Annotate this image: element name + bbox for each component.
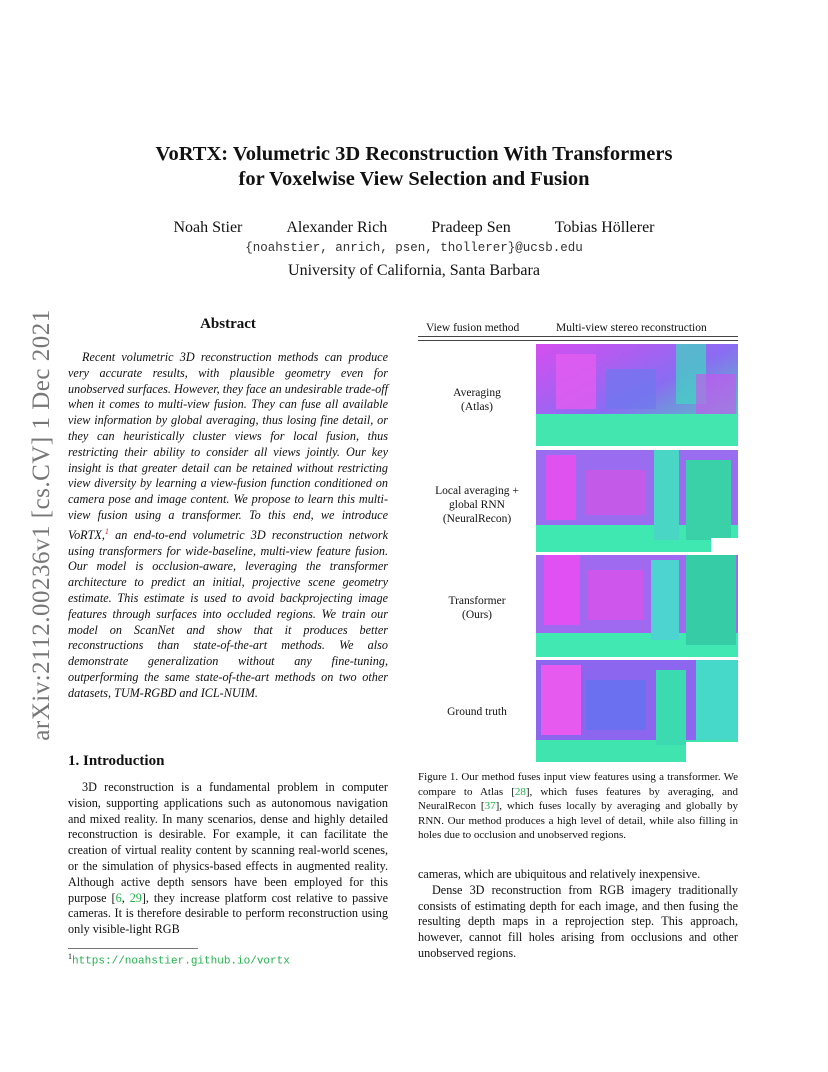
intro-text-end: ], they increase platform cost relative to passive cameras. It is therefore desirable to perform reconstruction using only visible-light RGB [68, 890, 388, 937]
figure-row-label: Transformer (Ours) [448, 595, 506, 621]
right-column-text [418, 867, 738, 962]
figure-row-label: Ground truth [447, 706, 507, 718]
footnote-mark: 1 [68, 952, 72, 961]
citation-link[interactable]: 28 [514, 785, 526, 798]
reconstruction-image-ours [536, 555, 738, 657]
arxiv-stamp [30, 290, 54, 760]
paragraph: Dense 3D reconstruction from RGB imagery traditionally consists of estimating depth for each image, and then fusing the resulting depth maps in a reprojection step. This approach, however, cannot fill holes arising from occlusions and other unobserved regions. [418, 882, 738, 960]
footnote-url[interactable]: https://noahstier.github.io/vortx [72, 955, 290, 968]
arxiv-id: arXiv:2112.00236v1 [cs.CV] 1 Dec 2021 [28, 309, 55, 741]
footnote-rule [68, 948, 198, 949]
title-line-2: for Voxelwise View Selection and Fusion [238, 168, 590, 190]
author: Alexander Rich [286, 219, 388, 236]
section-heading: 1. Introduction [68, 753, 165, 769]
author-emails: {noahstier, anrich, psen, thollerer}@ucsb.edu [245, 241, 583, 255]
citation-link[interactable]: 29 [129, 890, 142, 905]
institution: University of California, Santa Barbara [288, 262, 540, 279]
figure-row-label: Averaging (Atlas) [453, 387, 501, 413]
footnote-ref[interactable]: 1 [104, 526, 109, 536]
paragraph: cameras, which are ubiquitous and relatively inexpensive. [418, 867, 701, 881]
footnote [68, 952, 290, 968]
intro-paragraph [68, 780, 388, 938]
paper-title [0, 142, 828, 192]
figure-rule [418, 340, 738, 341]
figure-col-header: Multi-view stereo reconstruction [556, 322, 707, 334]
reconstruction-image-neuralrecon [536, 450, 738, 552]
author-list [0, 219, 828, 237]
abstract-heading: Abstract [200, 316, 256, 332]
figure-row-label: Local averaging + global RNN (NeuralRecon) [435, 485, 519, 525]
abstract-text: Recent volumetric 3D reconstruction methods can produce very accurate results, with plausible geometry even for unobserved surfaces. However, they face an undesirable trade-off when it comes to multi-view fusion. They can fuse all available view information by global averaging, thus losing fine detail, or they can heuristically cluster views for local fusion, thus restricting their ability to consider all views jointly. Our key insight is that greater detail can be retained without restricting view diversity by learning a view-fusion function conditioned on camera pose and image content. We propose to learn this multi-view fusion using a transformer. To this end, we introduce VoRTX, [68, 350, 388, 542]
citation-link[interactable]: 6 [115, 890, 122, 905]
abstract-body [68, 350, 388, 702]
intro-text: 3D reconstruction is a fundamental problem in computer vision, supporting applications such as autonomous navigation and mixed reality. In many scenarios, dense and highly detailed reconstruction is desirable. For example, it can facilitate the creation of virtual reality content by scanning real-world scenes, or the simulation of physics-based effects in augmented reality. Although active depth sensors have been employed for this purpose [ [68, 780, 388, 905]
author: Noah Stier [173, 219, 243, 236]
figure-col-header: View fusion method [426, 322, 520, 334]
author: Tobias Höllerer [554, 219, 655, 236]
reconstruction-image-ground-truth [536, 660, 738, 762]
intro-sep: , [121, 890, 130, 905]
abstract-text-cont: an end-to-end volumetric 3D reconstruction network using transformers for wide-baseline, multi-view feature fusion. Our model is occlusion-aware, leveraging the transformer architecture to predict an initial, projective scene geometry estimate. This estimate is used to avoid backprojecting image features through surfaces into occluded regions. We train our model on ScanNet and show that it produces better reconstructions than state-of-the-art methods. We also demonstrate generalization without any fine-tuning, outperforming the same state-of-the-art methods on two other datasets, TUM-RGBD and ICL-NUIM. [68, 527, 388, 700]
reconstruction-image-atlas [536, 344, 738, 446]
title-line-1: VoRTX: Volumetric 3D Reconstruction With Transformers [155, 143, 673, 165]
figure-caption: Figure 1. Our method fuses input view features using a transformer. We compare to Atlas [28], which fuses features by averaging, and NeuralRecon [37], which fuses locally by averaging and globally by RNN. Our method produces a high level of detail, while also filling in holes due to occlusion and unobserved regions. [418, 771, 738, 842]
author: Pradeep Sen [431, 219, 511, 236]
citation-link[interactable]: 37 [484, 800, 496, 813]
figure-rule [418, 336, 738, 337]
